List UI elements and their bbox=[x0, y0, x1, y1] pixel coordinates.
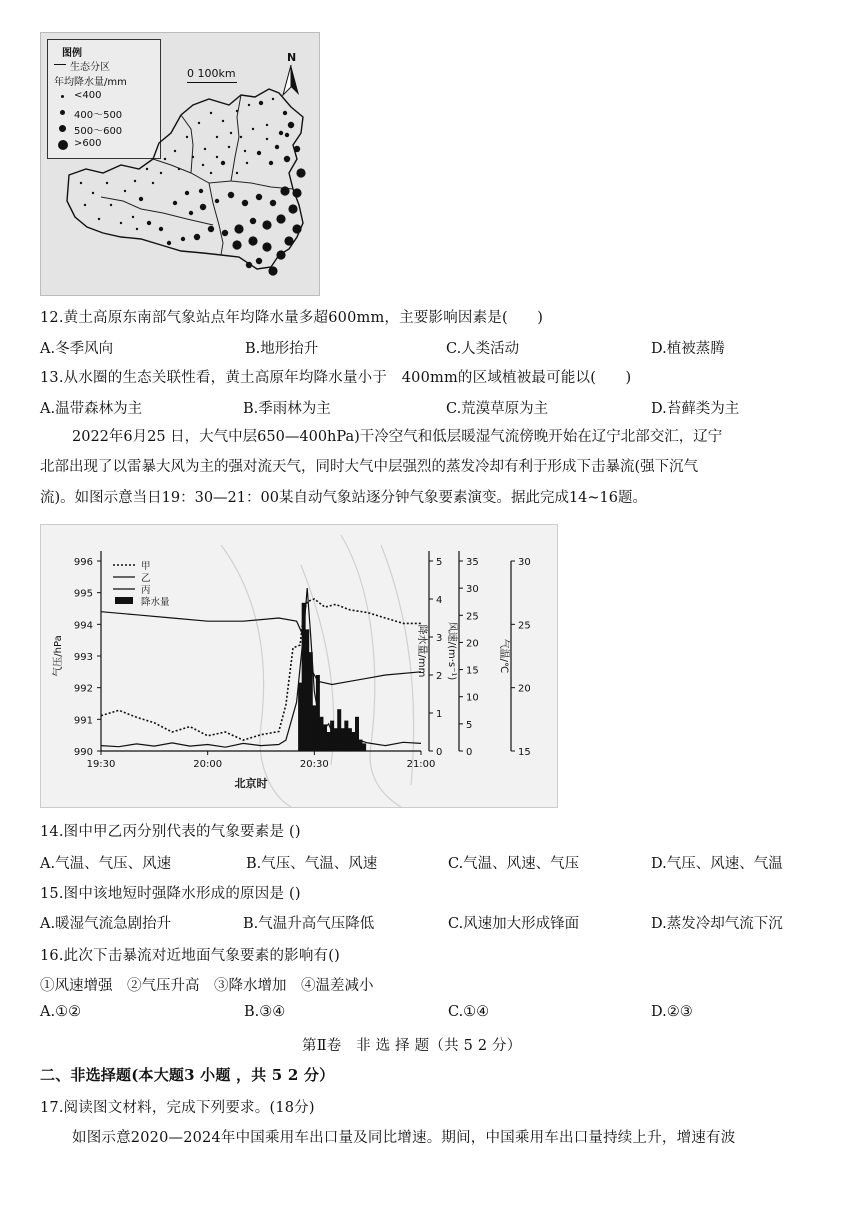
pressure-tick-label: 990 bbox=[73, 747, 93, 758]
section-heading: 二、非选择题(本大题3 小题 ，共 5 2 分） bbox=[40, 1066, 335, 1084]
station-dot bbox=[208, 226, 214, 232]
legend-class-2: 400～500 bbox=[74, 110, 123, 121]
q17-stem: 17.阅读图文材料，完成下列要求。(18分) bbox=[40, 1100, 315, 1116]
precip-bar bbox=[362, 743, 366, 751]
station-dot bbox=[275, 145, 279, 149]
precip-bar bbox=[355, 717, 359, 751]
station-dot bbox=[248, 104, 250, 106]
station-dot bbox=[256, 194, 262, 200]
time-tick-label: 20:30 bbox=[299, 759, 329, 770]
station-dot bbox=[246, 162, 248, 164]
wind-tick-label: 30 bbox=[466, 584, 479, 596]
q14-option-a: A.气温、气压、风速 bbox=[40, 856, 172, 872]
wind-tick-label: 5 bbox=[466, 719, 473, 731]
station-dot bbox=[262, 242, 271, 251]
station-dot bbox=[215, 199, 219, 203]
precip-tick-label: 5 bbox=[436, 557, 443, 568]
legend-line-label: 生态分区 bbox=[70, 62, 110, 73]
q12-stem: 12.黄土高原东南部气象站点年均降水量多超600mm，主要影响因素是( ) bbox=[40, 310, 544, 326]
station-dot bbox=[288, 122, 294, 128]
station-dot bbox=[276, 214, 285, 223]
station-dot bbox=[192, 156, 194, 158]
pressure-tick-label: 994 bbox=[73, 620, 93, 632]
precip-bar bbox=[348, 728, 352, 751]
station-dot bbox=[280, 186, 289, 195]
q12-option-d: D.植被蒸腾 bbox=[651, 341, 725, 357]
station-dot bbox=[216, 136, 218, 138]
chart-svg bbox=[41, 525, 557, 807]
station-dot bbox=[269, 161, 273, 165]
station-dot bbox=[194, 234, 200, 240]
temp-tick-label: 20 bbox=[518, 683, 531, 695]
pressure-tick-label: 993 bbox=[73, 652, 93, 663]
station-dot bbox=[189, 211, 193, 215]
precip-tick-label: 3 bbox=[436, 633, 443, 644]
station-dot bbox=[236, 110, 238, 112]
wind-tick-label: 25 bbox=[466, 611, 479, 623]
wind-axis-label: 风速/(m·s⁻¹) bbox=[446, 621, 457, 681]
station-dot bbox=[232, 240, 241, 249]
station-dot bbox=[257, 151, 261, 155]
q14-option-b: B.气压、气温、风速 bbox=[246, 856, 378, 872]
wind-tick-label: 15 bbox=[466, 665, 479, 677]
loess-plateau-precipitation-map bbox=[40, 32, 320, 296]
station-dot bbox=[240, 136, 242, 138]
station-dot bbox=[284, 236, 293, 245]
q16-stem: 16.此次下击暴流对近地面气象要素的影响有() bbox=[40, 948, 340, 964]
temp-axis-label: 气温/℃ bbox=[498, 638, 509, 674]
pressure-tick-label: 992 bbox=[73, 683, 93, 695]
station-dot bbox=[272, 98, 274, 100]
map-regions bbox=[41, 33, 319, 295]
station-dot bbox=[242, 200, 248, 206]
q15-option-a: A.暖湿气流急剧抬升 bbox=[40, 916, 172, 932]
station-dot bbox=[174, 150, 176, 152]
q14-option-c: C.气温、风速、气压 bbox=[448, 856, 580, 872]
q13-stem: 13.从水圈的生态关联性看，黄土高原年均降水量小于 400mm的区域植被最可能以( ) bbox=[40, 370, 632, 386]
station-dot bbox=[222, 120, 224, 122]
legend-class-4: >600 bbox=[74, 138, 102, 149]
station-dot bbox=[228, 192, 234, 198]
station-dot bbox=[120, 222, 122, 224]
ecozone-boundary bbox=[181, 115, 193, 173]
station-dot bbox=[283, 111, 287, 115]
station-dot bbox=[198, 122, 200, 124]
station-dot bbox=[266, 124, 268, 126]
precip-bar bbox=[327, 732, 331, 751]
plateau-outline bbox=[67, 89, 303, 269]
q14-option-d: D.气压、风速、气温 bbox=[651, 856, 783, 872]
station-dot bbox=[250, 218, 256, 224]
station-dot bbox=[234, 224, 243, 233]
precip-bar bbox=[312, 705, 316, 751]
intro-line-1: 2022年6月25 日，大气中层650—400hPa)干冷空气和低层暖湿气流傍晚开始在辽宁北部交汇，辽宁 bbox=[72, 429, 723, 445]
pressure-tick-label: 995 bbox=[73, 588, 93, 600]
station-dot bbox=[292, 224, 301, 233]
station-dot bbox=[204, 148, 206, 150]
station-dot bbox=[252, 128, 254, 130]
legend-label: 降水量 bbox=[141, 597, 170, 608]
station-dot bbox=[202, 164, 204, 166]
intro-line-2: 北部出现了以雷暴大风为主的强对流天气，同时大气中层强烈的蒸发冷却有利于形成下击暴流(强下沉气 bbox=[40, 459, 699, 475]
wind-tick-label: 0 bbox=[466, 747, 473, 758]
station-dot bbox=[139, 197, 143, 201]
time-tick-label: 21:00 bbox=[406, 759, 436, 770]
station-dot bbox=[228, 146, 230, 148]
legend-label: 乙 bbox=[141, 573, 151, 584]
q13-option-a: A.温带森林为主 bbox=[40, 401, 143, 417]
q12-option-c: C.人类活动 bbox=[446, 341, 520, 357]
q16-option-a: A.①② bbox=[40, 1004, 82, 1020]
wind-tick-label: 10 bbox=[466, 692, 479, 704]
time-tick-label: 19:30 bbox=[86, 759, 116, 770]
q17-text: 如图示意2020—2024年中国乘用车出口量及同比增速。期间，中国乘用车出口量持续上升，增速有波 bbox=[72, 1130, 736, 1146]
station-dot bbox=[230, 132, 232, 134]
q13-option-b: B.季雨林为主 bbox=[243, 401, 331, 417]
station-dot bbox=[266, 138, 268, 140]
station-dot bbox=[285, 133, 289, 137]
pressure-axis-label: 气压/hPa bbox=[53, 635, 64, 677]
q15-stem: 15.图中该地短时强降水形成的原因是 () bbox=[40, 886, 301, 902]
background-contour bbox=[381, 545, 414, 785]
background-contour bbox=[221, 545, 291, 807]
station-dot bbox=[181, 237, 185, 241]
q12-option-b: B.地形抬升 bbox=[245, 341, 319, 357]
q15-option-b: B.气温升高气压降低 bbox=[243, 916, 375, 932]
station-dot bbox=[210, 112, 212, 114]
station-dot bbox=[146, 168, 148, 170]
station-dot bbox=[279, 131, 283, 135]
station-dot bbox=[110, 204, 112, 206]
q12-option-a: A.冬季风向 bbox=[40, 341, 114, 357]
station-dot bbox=[124, 190, 126, 192]
station-dot bbox=[294, 146, 300, 152]
q15-option-d: D.蒸发冷却气流下沉 bbox=[651, 916, 783, 932]
map-scale-label: 0 100km bbox=[187, 67, 236, 80]
station-dot bbox=[84, 204, 86, 206]
station-dot bbox=[216, 156, 218, 158]
station-dot bbox=[268, 266, 277, 275]
station-dot bbox=[147, 221, 151, 225]
precip-tick-label: 1 bbox=[436, 709, 443, 720]
precip-bar bbox=[298, 683, 302, 751]
station-dot bbox=[246, 262, 252, 268]
station-dot bbox=[173, 201, 177, 205]
q15-option-c: C.风速加大形成锋面 bbox=[448, 916, 580, 932]
wind-tick-label: 35 bbox=[466, 557, 479, 568]
temp-tick-label: 15 bbox=[518, 747, 531, 758]
station-dot bbox=[210, 172, 212, 174]
q16-option-b: B.③④ bbox=[244, 1004, 286, 1020]
station-dot bbox=[262, 220, 271, 229]
station-dot bbox=[244, 150, 246, 152]
legend-label: 丙 bbox=[141, 585, 151, 596]
station-dot bbox=[276, 250, 285, 259]
q16-items: ①风速增强 ②气压升高 ③降水增加 ④温差减小 bbox=[40, 978, 374, 994]
station-dot bbox=[98, 218, 100, 220]
station-dot bbox=[221, 161, 225, 165]
precip-axis-label: 降水量/mm bbox=[416, 624, 427, 678]
precip-bar bbox=[351, 732, 355, 751]
q14-stem: 14.图中甲乙丙分别代表的气象要素是 () bbox=[40, 824, 301, 840]
station-dot bbox=[164, 158, 166, 160]
station-dot bbox=[80, 182, 82, 184]
station-dot bbox=[222, 230, 228, 236]
station-dot bbox=[256, 258, 262, 264]
q13-option-d: D.苔藓类为主 bbox=[651, 401, 740, 417]
precip-tick-label: 0 bbox=[436, 747, 443, 758]
station-dot bbox=[132, 216, 134, 218]
station-dot bbox=[236, 172, 238, 174]
station-dot bbox=[186, 136, 188, 138]
time-axis-label: 北京时 bbox=[234, 777, 268, 790]
time-tick-label: 20:00 bbox=[193, 759, 223, 770]
precip-bar bbox=[337, 709, 341, 751]
station-dot bbox=[200, 204, 206, 210]
station-dot bbox=[185, 191, 189, 195]
ecozone-boundary bbox=[231, 95, 241, 181]
station-dot bbox=[106, 182, 108, 184]
precip-bar bbox=[344, 721, 348, 751]
station-dot bbox=[167, 241, 171, 245]
station-dot bbox=[92, 192, 94, 194]
station-dot bbox=[134, 180, 136, 182]
legend-precip-title: 年均降水量/mm bbox=[54, 77, 127, 88]
precip-tick-label: 2 bbox=[436, 671, 443, 682]
station-dot bbox=[259, 101, 263, 105]
station-dot bbox=[296, 168, 305, 177]
station-dot bbox=[159, 227, 163, 231]
legend-title: 图例 bbox=[62, 48, 82, 59]
station-dot bbox=[178, 168, 180, 170]
ecozone-boundary bbox=[209, 183, 223, 255]
volume-title: 第Ⅱ卷 非 选 择 题（共 5 2 分） bbox=[302, 1038, 522, 1054]
station-dot bbox=[136, 228, 138, 230]
station-dot bbox=[152, 182, 154, 184]
precip-tick-label: 4 bbox=[436, 595, 443, 606]
temp-tick-label: 30 bbox=[518, 557, 531, 568]
station-dot bbox=[270, 200, 276, 206]
legend-class-1: <400 bbox=[74, 90, 102, 101]
station-dot bbox=[292, 188, 301, 197]
q13-option-c: C.荒漠草原为主 bbox=[446, 401, 549, 417]
pressure-tick-label: 996 bbox=[73, 557, 93, 568]
legend-class-3: 500～600 bbox=[74, 126, 123, 137]
intro-line-3: 流)。如图示意当日19：30—21：00某自动气象站逐分钟气象要素演变。据此完成14~16题。 bbox=[40, 490, 648, 506]
q16-option-c: C.①④ bbox=[448, 1004, 490, 1020]
q16-option-d: D.②③ bbox=[651, 1004, 693, 1020]
legend-swatch bbox=[115, 597, 133, 604]
station-dot bbox=[160, 172, 162, 174]
station-dot bbox=[199, 189, 203, 193]
weather-station-chart bbox=[40, 524, 558, 808]
pressure-tick-label: 991 bbox=[73, 715, 93, 727]
ecozone-boundary bbox=[101, 197, 213, 225]
legend-label: 甲 bbox=[141, 561, 151, 572]
north-label: N bbox=[287, 51, 297, 64]
station-dot bbox=[284, 156, 290, 162]
temp-tick-label: 25 bbox=[518, 620, 531, 632]
station-dot bbox=[288, 204, 297, 213]
station-dot bbox=[248, 236, 257, 245]
wind-tick-label: 20 bbox=[466, 638, 479, 650]
